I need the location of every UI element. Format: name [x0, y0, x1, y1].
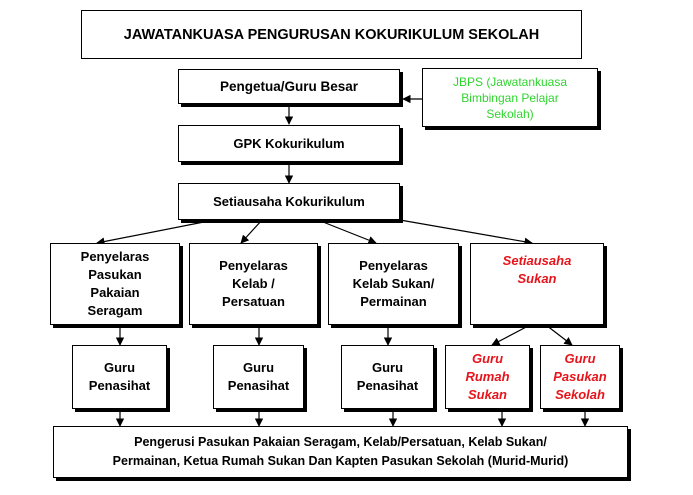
- node-advisor-3-text: [357, 359, 418, 395]
- node-principal-text: Pengetua/Guru Besar: [219, 78, 359, 94]
- arrow-sports-secretary-to-house: [492, 325, 530, 345]
- node-line: Sukan: [517, 271, 557, 286]
- node-line: Sekolah: [555, 387, 605, 402]
- arrow-secretary-to-coord-uniform: [97, 220, 214, 243]
- node-line: Penyelaras: [359, 258, 428, 273]
- node-line: Guru: [564, 351, 596, 366]
- node-line: Setiausaha: [502, 253, 572, 268]
- node-line: Guru: [471, 351, 504, 366]
- node-line: Seragam: [87, 303, 143, 318]
- node-student-leaders: [53, 426, 628, 478]
- node-advisor-2: [213, 345, 304, 409]
- node-principal: [178, 69, 400, 104]
- node-secretary: [178, 183, 400, 220]
- node-school-team-teacher: [540, 345, 620, 409]
- arrow-secretary-to-coord-sports: [318, 220, 376, 243]
- node-line: Permainan, Ketua Rumah Sukan Dan Kapten Pasukan Sekolah (Murid-Murid): [112, 454, 569, 468]
- node-line: Pasukan: [88, 267, 142, 282]
- node-sports-house-teacher: [445, 345, 530, 409]
- node-coord-sports-club-text: [353, 257, 435, 311]
- arrow-secretary-to-sports-secretary: [400, 220, 532, 243]
- node-line: Kelab Sukan/: [352, 276, 435, 291]
- node-line: Pakaian: [90, 285, 140, 300]
- node-coord-uniform: [50, 243, 180, 325]
- node-coord-sports-club: [328, 243, 459, 325]
- node-sports-secretary: [470, 243, 604, 325]
- node-student-leaders-text: [113, 433, 569, 471]
- node-line: Pengerusi Pasukan Pakaian Seragam, Kelab/Persatuan, Kelab Sukan/: [134, 435, 547, 449]
- node-sports-house-teacher-text: [465, 350, 509, 404]
- node-jbps-text: [453, 74, 567, 122]
- node-advisor-2-text: [228, 359, 289, 395]
- node-line: Penyelaras: [80, 249, 150, 264]
- arrow-secretary-to-coord-club: [241, 220, 262, 243]
- node-line: Penasihat: [356, 378, 419, 393]
- node-line: Penyelaras: [219, 258, 288, 273]
- node-jbps-line: Bimbingan Pelajar: [461, 90, 559, 105]
- node-line: Persatuan: [222, 294, 285, 309]
- node-line: Guru: [242, 360, 275, 375]
- node-line: Pasukan: [553, 369, 607, 384]
- node-coord-club: [189, 243, 318, 325]
- node-advisor-3: [341, 345, 434, 409]
- node-sports-secretary-text: [503, 252, 572, 288]
- node-advisor-1: [72, 345, 167, 409]
- node-line: Rumah: [465, 369, 510, 384]
- node-coord-club-text: [219, 257, 288, 311]
- node-line: Kelab /: [232, 276, 275, 291]
- node-line: Penasihat: [88, 378, 151, 393]
- node-advisor-1-text: [89, 359, 150, 395]
- node-secretary-text: Setiausaha Kokurikulum: [213, 193, 365, 209]
- node-school-team-teacher-text: [553, 350, 606, 404]
- node-line: Guru: [371, 360, 404, 375]
- arrow-sports-secretary-to-team: [546, 325, 572, 345]
- node-gpk-text: GPK Kokurikulum: [233, 135, 345, 151]
- chart-title: [81, 10, 582, 59]
- node-line: Permainan: [360, 294, 427, 309]
- node-jbps-line: Sekolah): [486, 106, 534, 121]
- node-jbps-line: JBPS (Jawatankuasa: [452, 74, 568, 89]
- node-line: Penasihat: [227, 378, 290, 393]
- node-line: Guru: [103, 360, 136, 375]
- node-jbps: [422, 68, 598, 127]
- node-coord-uniform-text: [81, 248, 150, 320]
- node-line: Sukan: [467, 387, 507, 402]
- node-gpk: [178, 125, 400, 162]
- chart-title-text: JAWATANKUASA PENGURUSAN KOKURIKULUM SEKOLAH: [123, 26, 540, 43]
